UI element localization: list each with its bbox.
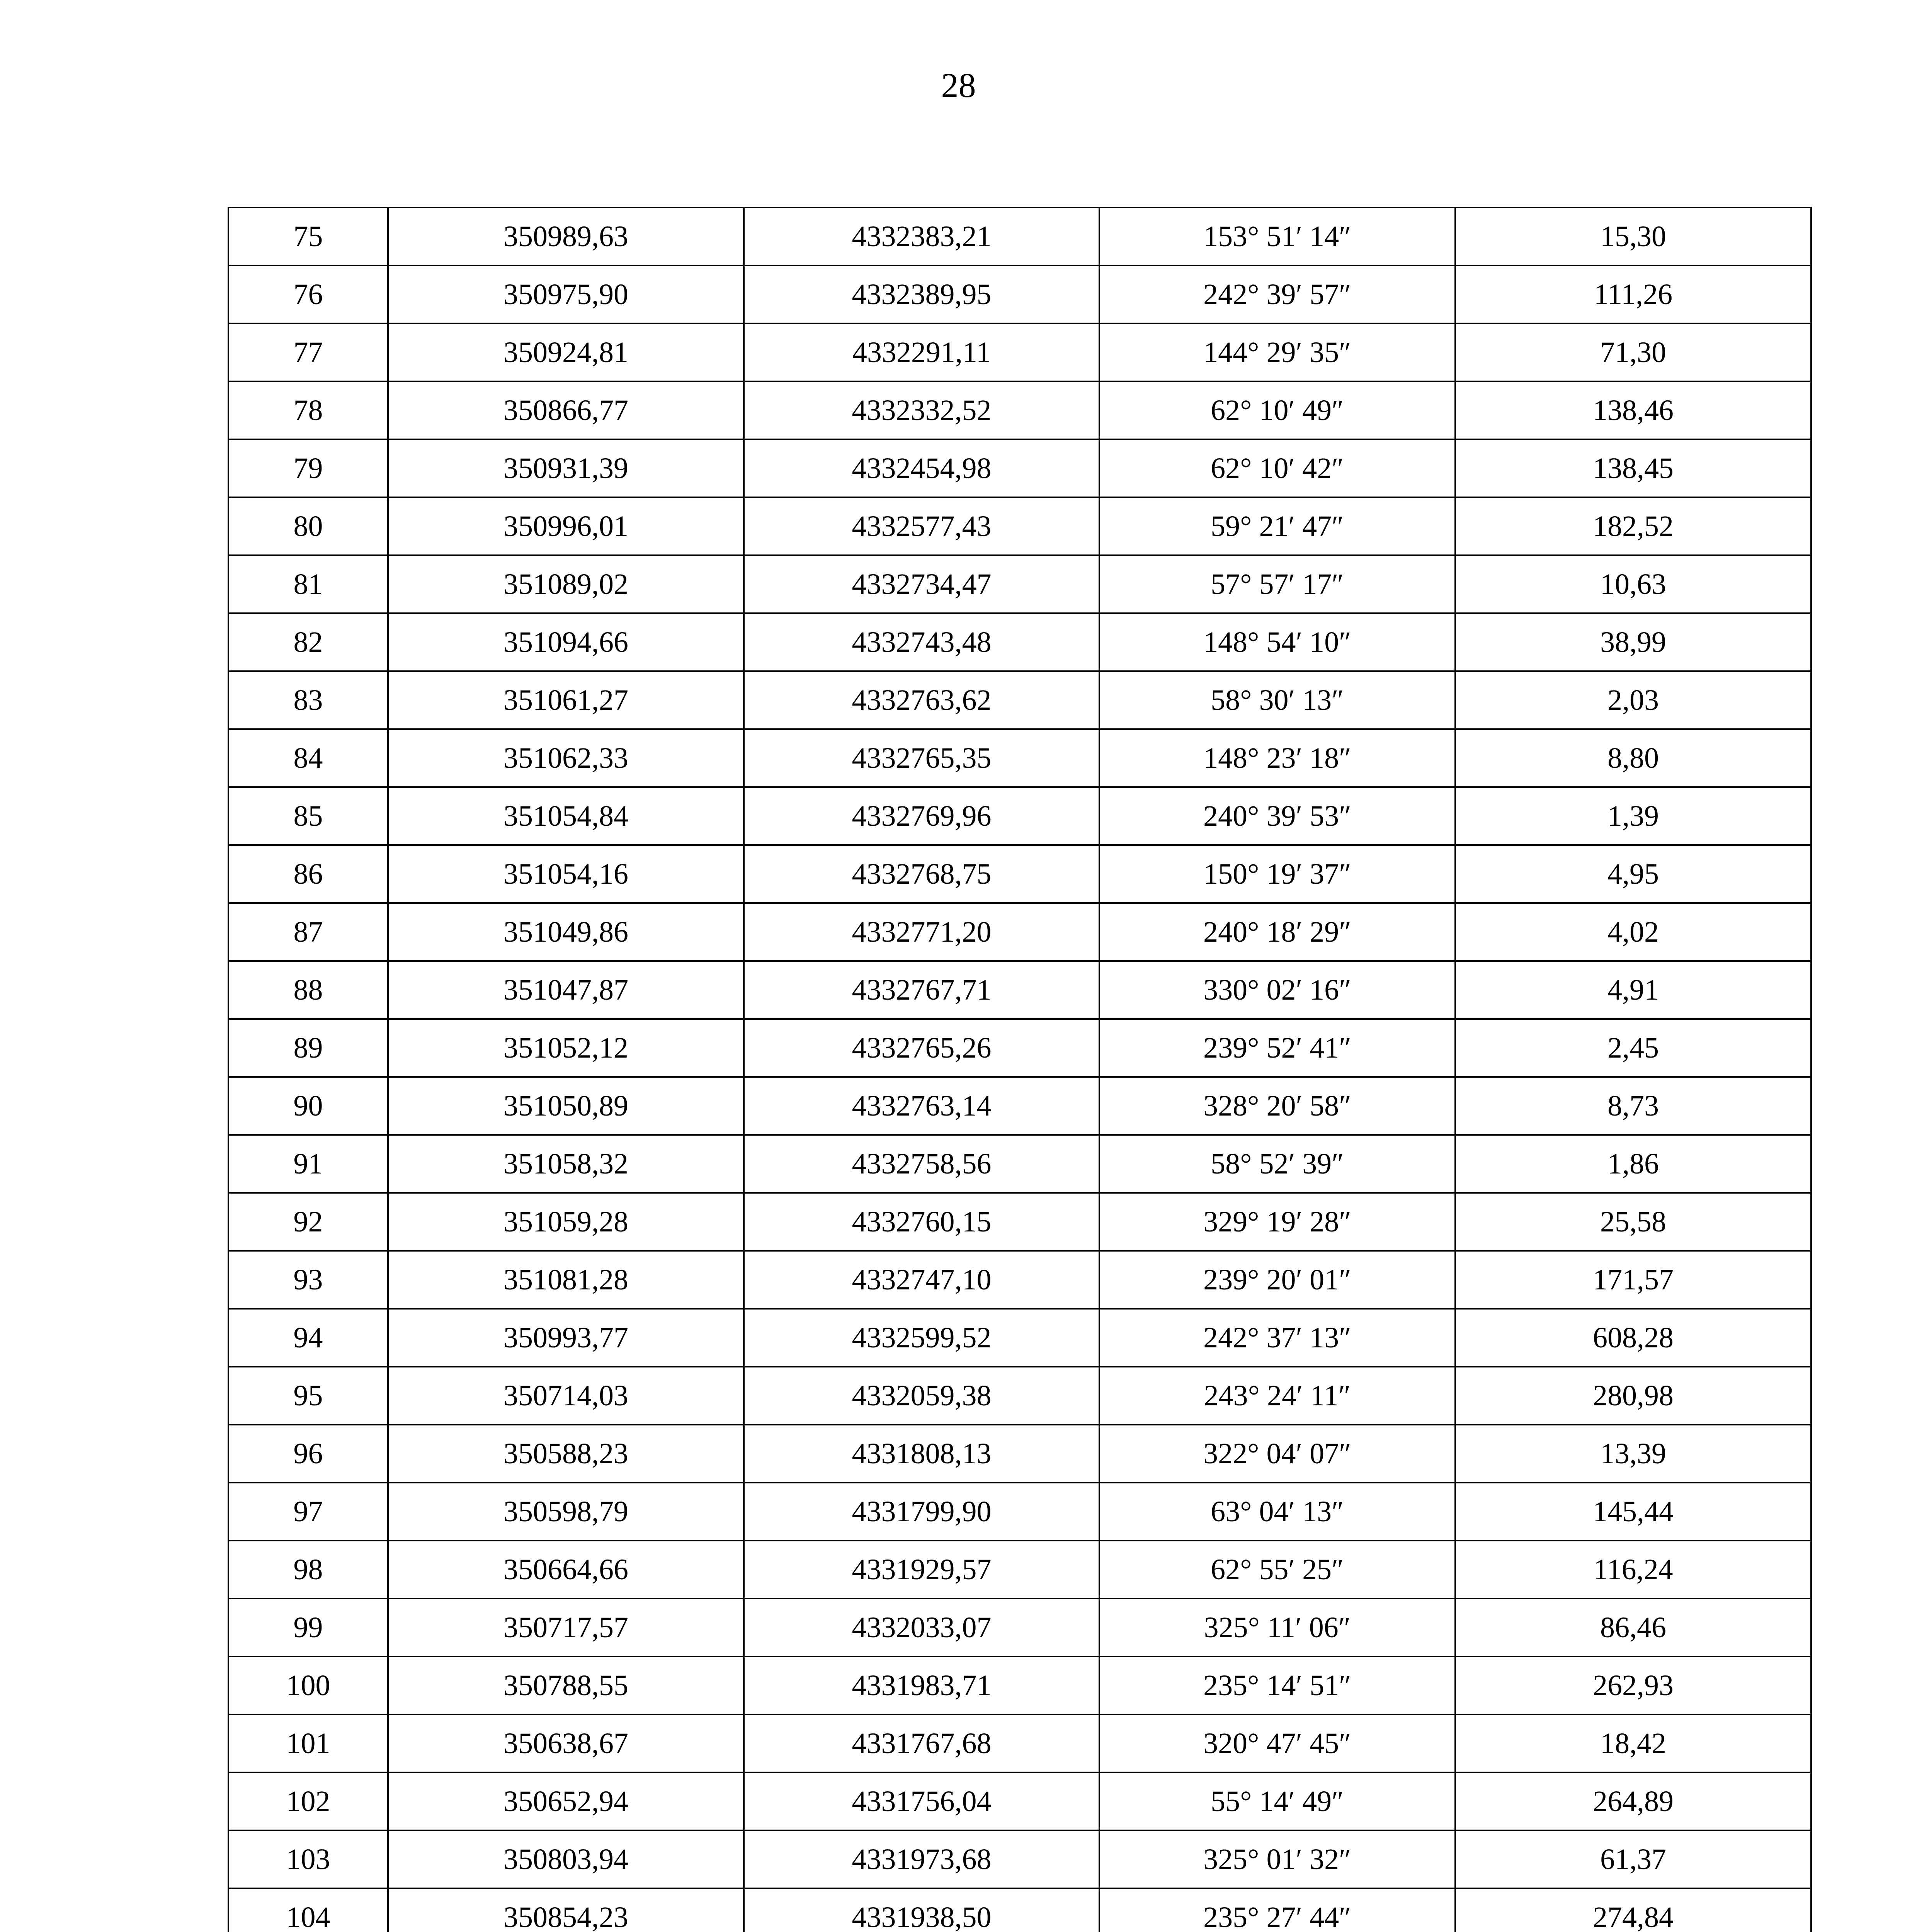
point-number-cell: 85 bbox=[228, 787, 388, 845]
distance-cell: 111,26 bbox=[1455, 265, 1811, 323]
distance-cell: 86,46 bbox=[1455, 1599, 1811, 1656]
x-coordinate-cell: 351054,84 bbox=[388, 787, 744, 845]
y-coordinate-cell: 4332747,10 bbox=[744, 1251, 1099, 1309]
y-coordinate-cell: 4332758,56 bbox=[744, 1135, 1099, 1193]
y-coordinate-cell: 4332059,38 bbox=[744, 1367, 1099, 1425]
point-number-cell: 77 bbox=[228, 323, 388, 381]
coordinates-table-body bbox=[228, 207, 1811, 1932]
table-row bbox=[228, 903, 1811, 961]
table-row bbox=[228, 265, 1811, 323]
y-coordinate-cell: 4331929,57 bbox=[744, 1541, 1099, 1599]
table-row bbox=[228, 439, 1811, 497]
table-row bbox=[228, 1309, 1811, 1367]
point-number-cell: 100 bbox=[228, 1656, 388, 1714]
table-row bbox=[228, 1425, 1811, 1483]
x-coordinate-cell: 350588,23 bbox=[388, 1425, 744, 1483]
distance-cell: 4,91 bbox=[1455, 961, 1811, 1019]
x-coordinate-cell: 350717,57 bbox=[388, 1599, 744, 1656]
distance-cell: 38,99 bbox=[1455, 613, 1811, 671]
table-row bbox=[228, 207, 1811, 265]
direction-angle-cell: 240° 39′ 53″ bbox=[1099, 787, 1455, 845]
table-row bbox=[228, 961, 1811, 1019]
point-number-cell: 81 bbox=[228, 555, 388, 613]
direction-angle-cell: 148° 54′ 10″ bbox=[1099, 613, 1455, 671]
table-row bbox=[228, 323, 1811, 381]
point-number-cell: 96 bbox=[228, 1425, 388, 1483]
direction-angle-cell: 58° 30′ 13″ bbox=[1099, 671, 1455, 729]
table-row bbox=[228, 1541, 1811, 1599]
table-row bbox=[228, 1656, 1811, 1714]
table-row bbox=[228, 1714, 1811, 1772]
x-coordinate-cell: 350652,94 bbox=[388, 1772, 744, 1830]
direction-angle-cell: 325° 01′ 32″ bbox=[1099, 1830, 1455, 1888]
point-number-cell: 101 bbox=[228, 1714, 388, 1772]
distance-cell: 138,46 bbox=[1455, 381, 1811, 439]
point-number-cell: 95 bbox=[228, 1367, 388, 1425]
distance-cell: 13,39 bbox=[1455, 1425, 1811, 1483]
table-row bbox=[228, 381, 1811, 439]
y-coordinate-cell: 4332765,26 bbox=[744, 1019, 1099, 1077]
y-coordinate-cell: 4332577,43 bbox=[744, 497, 1099, 555]
direction-angle-cell: 148° 23′ 18″ bbox=[1099, 729, 1455, 787]
x-coordinate-cell: 350714,03 bbox=[388, 1367, 744, 1425]
x-coordinate-cell: 350598,79 bbox=[388, 1483, 744, 1541]
direction-angle-cell: 235° 14′ 51″ bbox=[1099, 1656, 1455, 1714]
point-number-cell: 82 bbox=[228, 613, 388, 671]
table-row bbox=[228, 1830, 1811, 1888]
table-row bbox=[228, 497, 1811, 555]
distance-cell: 71,30 bbox=[1455, 323, 1811, 381]
distance-cell: 1,86 bbox=[1455, 1135, 1811, 1193]
distance-cell: 138,45 bbox=[1455, 439, 1811, 497]
point-number-cell: 83 bbox=[228, 671, 388, 729]
table-row bbox=[228, 1483, 1811, 1541]
direction-angle-cell: 240° 18′ 29″ bbox=[1099, 903, 1455, 961]
x-coordinate-cell: 350989,63 bbox=[388, 207, 744, 265]
distance-cell: 608,28 bbox=[1455, 1309, 1811, 1367]
y-coordinate-cell: 4331756,04 bbox=[744, 1772, 1099, 1830]
distance-cell: 8,80 bbox=[1455, 729, 1811, 787]
x-coordinate-cell: 351049,86 bbox=[388, 903, 744, 961]
distance-cell: 171,57 bbox=[1455, 1251, 1811, 1309]
y-coordinate-cell: 4332771,20 bbox=[744, 903, 1099, 961]
table-row bbox=[228, 1772, 1811, 1830]
direction-angle-cell: 58° 52′ 39″ bbox=[1099, 1135, 1455, 1193]
y-coordinate-cell: 4331767,68 bbox=[744, 1714, 1099, 1772]
direction-angle-cell: 239° 20′ 01″ bbox=[1099, 1251, 1455, 1309]
distance-cell: 8,73 bbox=[1455, 1077, 1811, 1135]
distance-cell: 4,02 bbox=[1455, 903, 1811, 961]
direction-angle-cell: 62° 10′ 42″ bbox=[1099, 439, 1455, 497]
x-coordinate-cell: 350993,77 bbox=[388, 1309, 744, 1367]
distance-cell: 274,84 bbox=[1455, 1888, 1811, 1932]
x-coordinate-cell: 350803,94 bbox=[388, 1830, 744, 1888]
x-coordinate-cell: 350664,66 bbox=[388, 1541, 744, 1599]
table-row bbox=[228, 1251, 1811, 1309]
direction-angle-cell: 328° 20′ 58″ bbox=[1099, 1077, 1455, 1135]
direction-angle-cell: 62° 55′ 25″ bbox=[1099, 1541, 1455, 1599]
x-coordinate-cell: 350924,81 bbox=[388, 323, 744, 381]
table-row bbox=[228, 1193, 1811, 1251]
point-number-cell: 98 bbox=[228, 1541, 388, 1599]
direction-angle-cell: 59° 21′ 47″ bbox=[1099, 497, 1455, 555]
table-row bbox=[228, 1888, 1811, 1932]
point-number-cell: 99 bbox=[228, 1599, 388, 1656]
y-coordinate-cell: 4332763,14 bbox=[744, 1077, 1099, 1135]
table-row bbox=[228, 1135, 1811, 1193]
y-coordinate-cell: 4332734,47 bbox=[744, 555, 1099, 613]
point-number-cell: 80 bbox=[228, 497, 388, 555]
y-coordinate-cell: 4332332,52 bbox=[744, 381, 1099, 439]
point-number-cell: 104 bbox=[228, 1888, 388, 1932]
table-row bbox=[228, 1019, 1811, 1077]
table-row bbox=[228, 787, 1811, 845]
point-number-cell: 97 bbox=[228, 1483, 388, 1541]
distance-cell: 262,93 bbox=[1455, 1656, 1811, 1714]
table-row bbox=[228, 613, 1811, 671]
x-coordinate-cell: 351052,12 bbox=[388, 1019, 744, 1077]
distance-cell: 182,52 bbox=[1455, 497, 1811, 555]
direction-angle-cell: 150° 19′ 37″ bbox=[1099, 845, 1455, 903]
point-number-cell: 87 bbox=[228, 903, 388, 961]
x-coordinate-cell: 351062,33 bbox=[388, 729, 744, 787]
x-coordinate-cell: 351081,28 bbox=[388, 1251, 744, 1309]
point-number-cell: 91 bbox=[228, 1135, 388, 1193]
direction-angle-cell: 242° 39′ 57″ bbox=[1099, 265, 1455, 323]
distance-cell: 264,89 bbox=[1455, 1772, 1811, 1830]
y-coordinate-cell: 4331983,71 bbox=[744, 1656, 1099, 1714]
direction-angle-cell: 235° 27′ 44″ bbox=[1099, 1888, 1455, 1932]
distance-cell: 116,24 bbox=[1455, 1541, 1811, 1599]
point-number-cell: 78 bbox=[228, 381, 388, 439]
x-coordinate-cell: 350996,01 bbox=[388, 497, 744, 555]
y-coordinate-cell: 4332769,96 bbox=[744, 787, 1099, 845]
y-coordinate-cell: 4332389,95 bbox=[744, 265, 1099, 323]
point-number-cell: 92 bbox=[228, 1193, 388, 1251]
point-number-cell: 103 bbox=[228, 1830, 388, 1888]
table-row bbox=[228, 1077, 1811, 1135]
direction-angle-cell: 329° 19′ 28″ bbox=[1099, 1193, 1455, 1251]
direction-angle-cell: 239° 52′ 41″ bbox=[1099, 1019, 1455, 1077]
table-row bbox=[228, 729, 1811, 787]
direction-angle-cell: 320° 47′ 45″ bbox=[1099, 1714, 1455, 1772]
x-coordinate-cell: 350788,55 bbox=[388, 1656, 744, 1714]
y-coordinate-cell: 4331938,50 bbox=[744, 1888, 1099, 1932]
point-number-cell: 93 bbox=[228, 1251, 388, 1309]
table-row bbox=[228, 1367, 1811, 1425]
distance-cell: 145,44 bbox=[1455, 1483, 1811, 1541]
direction-angle-cell: 243° 24′ 11″ bbox=[1099, 1367, 1455, 1425]
direction-angle-cell: 322° 04′ 07″ bbox=[1099, 1425, 1455, 1483]
x-coordinate-cell: 350854,23 bbox=[388, 1888, 744, 1932]
x-coordinate-cell: 351054,16 bbox=[388, 845, 744, 903]
x-coordinate-cell: 350975,90 bbox=[388, 265, 744, 323]
table-row bbox=[228, 671, 1811, 729]
direction-angle-cell: 330° 02′ 16″ bbox=[1099, 961, 1455, 1019]
point-number-cell: 94 bbox=[228, 1309, 388, 1367]
point-number-cell: 76 bbox=[228, 265, 388, 323]
x-coordinate-cell: 351047,87 bbox=[388, 961, 744, 1019]
table-row bbox=[228, 845, 1811, 903]
y-coordinate-cell: 4332760,15 bbox=[744, 1193, 1099, 1251]
y-coordinate-cell: 4332383,21 bbox=[744, 207, 1099, 265]
direction-angle-cell: 325° 11′ 06″ bbox=[1099, 1599, 1455, 1656]
point-number-cell: 86 bbox=[228, 845, 388, 903]
point-number-cell: 89 bbox=[228, 1019, 388, 1077]
y-coordinate-cell: 4332291,11 bbox=[744, 323, 1099, 381]
x-coordinate-cell: 350931,39 bbox=[388, 439, 744, 497]
y-coordinate-cell: 4332765,35 bbox=[744, 729, 1099, 787]
point-number-cell: 102 bbox=[228, 1772, 388, 1830]
distance-cell: 2,45 bbox=[1455, 1019, 1811, 1077]
y-coordinate-cell: 4332767,71 bbox=[744, 961, 1099, 1019]
direction-angle-cell: 144° 29′ 35″ bbox=[1099, 323, 1455, 381]
distance-cell: 25,58 bbox=[1455, 1193, 1811, 1251]
table-row bbox=[228, 555, 1811, 613]
point-number-cell: 79 bbox=[228, 439, 388, 497]
direction-angle-cell: 242° 37′ 13″ bbox=[1099, 1309, 1455, 1367]
table-row bbox=[228, 1599, 1811, 1656]
distance-cell: 15,30 bbox=[1455, 207, 1811, 265]
x-coordinate-cell: 351094,66 bbox=[388, 613, 744, 671]
distance-cell: 18,42 bbox=[1455, 1714, 1811, 1772]
direction-angle-cell: 57° 57′ 17″ bbox=[1099, 555, 1455, 613]
x-coordinate-cell: 351058,32 bbox=[388, 1135, 744, 1193]
distance-cell: 10,63 bbox=[1455, 555, 1811, 613]
point-number-cell: 90 bbox=[228, 1077, 388, 1135]
direction-angle-cell: 55° 14′ 49″ bbox=[1099, 1772, 1455, 1830]
y-coordinate-cell: 4332768,75 bbox=[744, 845, 1099, 903]
distance-cell: 2,03 bbox=[1455, 671, 1811, 729]
distance-cell: 4,95 bbox=[1455, 845, 1811, 903]
y-coordinate-cell: 4331808,13 bbox=[744, 1425, 1099, 1483]
x-coordinate-cell: 350866,77 bbox=[388, 381, 744, 439]
coordinates-table bbox=[228, 207, 1812, 1932]
y-coordinate-cell: 4331973,68 bbox=[744, 1830, 1099, 1888]
page-number: 28 bbox=[941, 66, 976, 105]
point-number-cell: 84 bbox=[228, 729, 388, 787]
direction-angle-cell: 153° 51′ 14″ bbox=[1099, 207, 1455, 265]
y-coordinate-cell: 4332454,98 bbox=[744, 439, 1099, 497]
x-coordinate-cell: 351061,27 bbox=[388, 671, 744, 729]
x-coordinate-cell: 351089,02 bbox=[388, 555, 744, 613]
point-number-cell: 75 bbox=[228, 207, 388, 265]
distance-cell: 280,98 bbox=[1455, 1367, 1811, 1425]
y-coordinate-cell: 4331799,90 bbox=[744, 1483, 1099, 1541]
x-coordinate-cell: 351050,89 bbox=[388, 1077, 744, 1135]
y-coordinate-cell: 4332763,62 bbox=[744, 671, 1099, 729]
y-coordinate-cell: 4332033,07 bbox=[744, 1599, 1099, 1656]
y-coordinate-cell: 4332599,52 bbox=[744, 1309, 1099, 1367]
point-number-cell: 88 bbox=[228, 961, 388, 1019]
x-coordinate-cell: 350638,67 bbox=[388, 1714, 744, 1772]
distance-cell: 1,39 bbox=[1455, 787, 1811, 845]
direction-angle-cell: 63° 04′ 13″ bbox=[1099, 1483, 1455, 1541]
y-coordinate-cell: 4332743,48 bbox=[744, 613, 1099, 671]
x-coordinate-cell: 351059,28 bbox=[388, 1193, 744, 1251]
direction-angle-cell: 62° 10′ 49″ bbox=[1099, 381, 1455, 439]
distance-cell: 61,37 bbox=[1455, 1830, 1811, 1888]
